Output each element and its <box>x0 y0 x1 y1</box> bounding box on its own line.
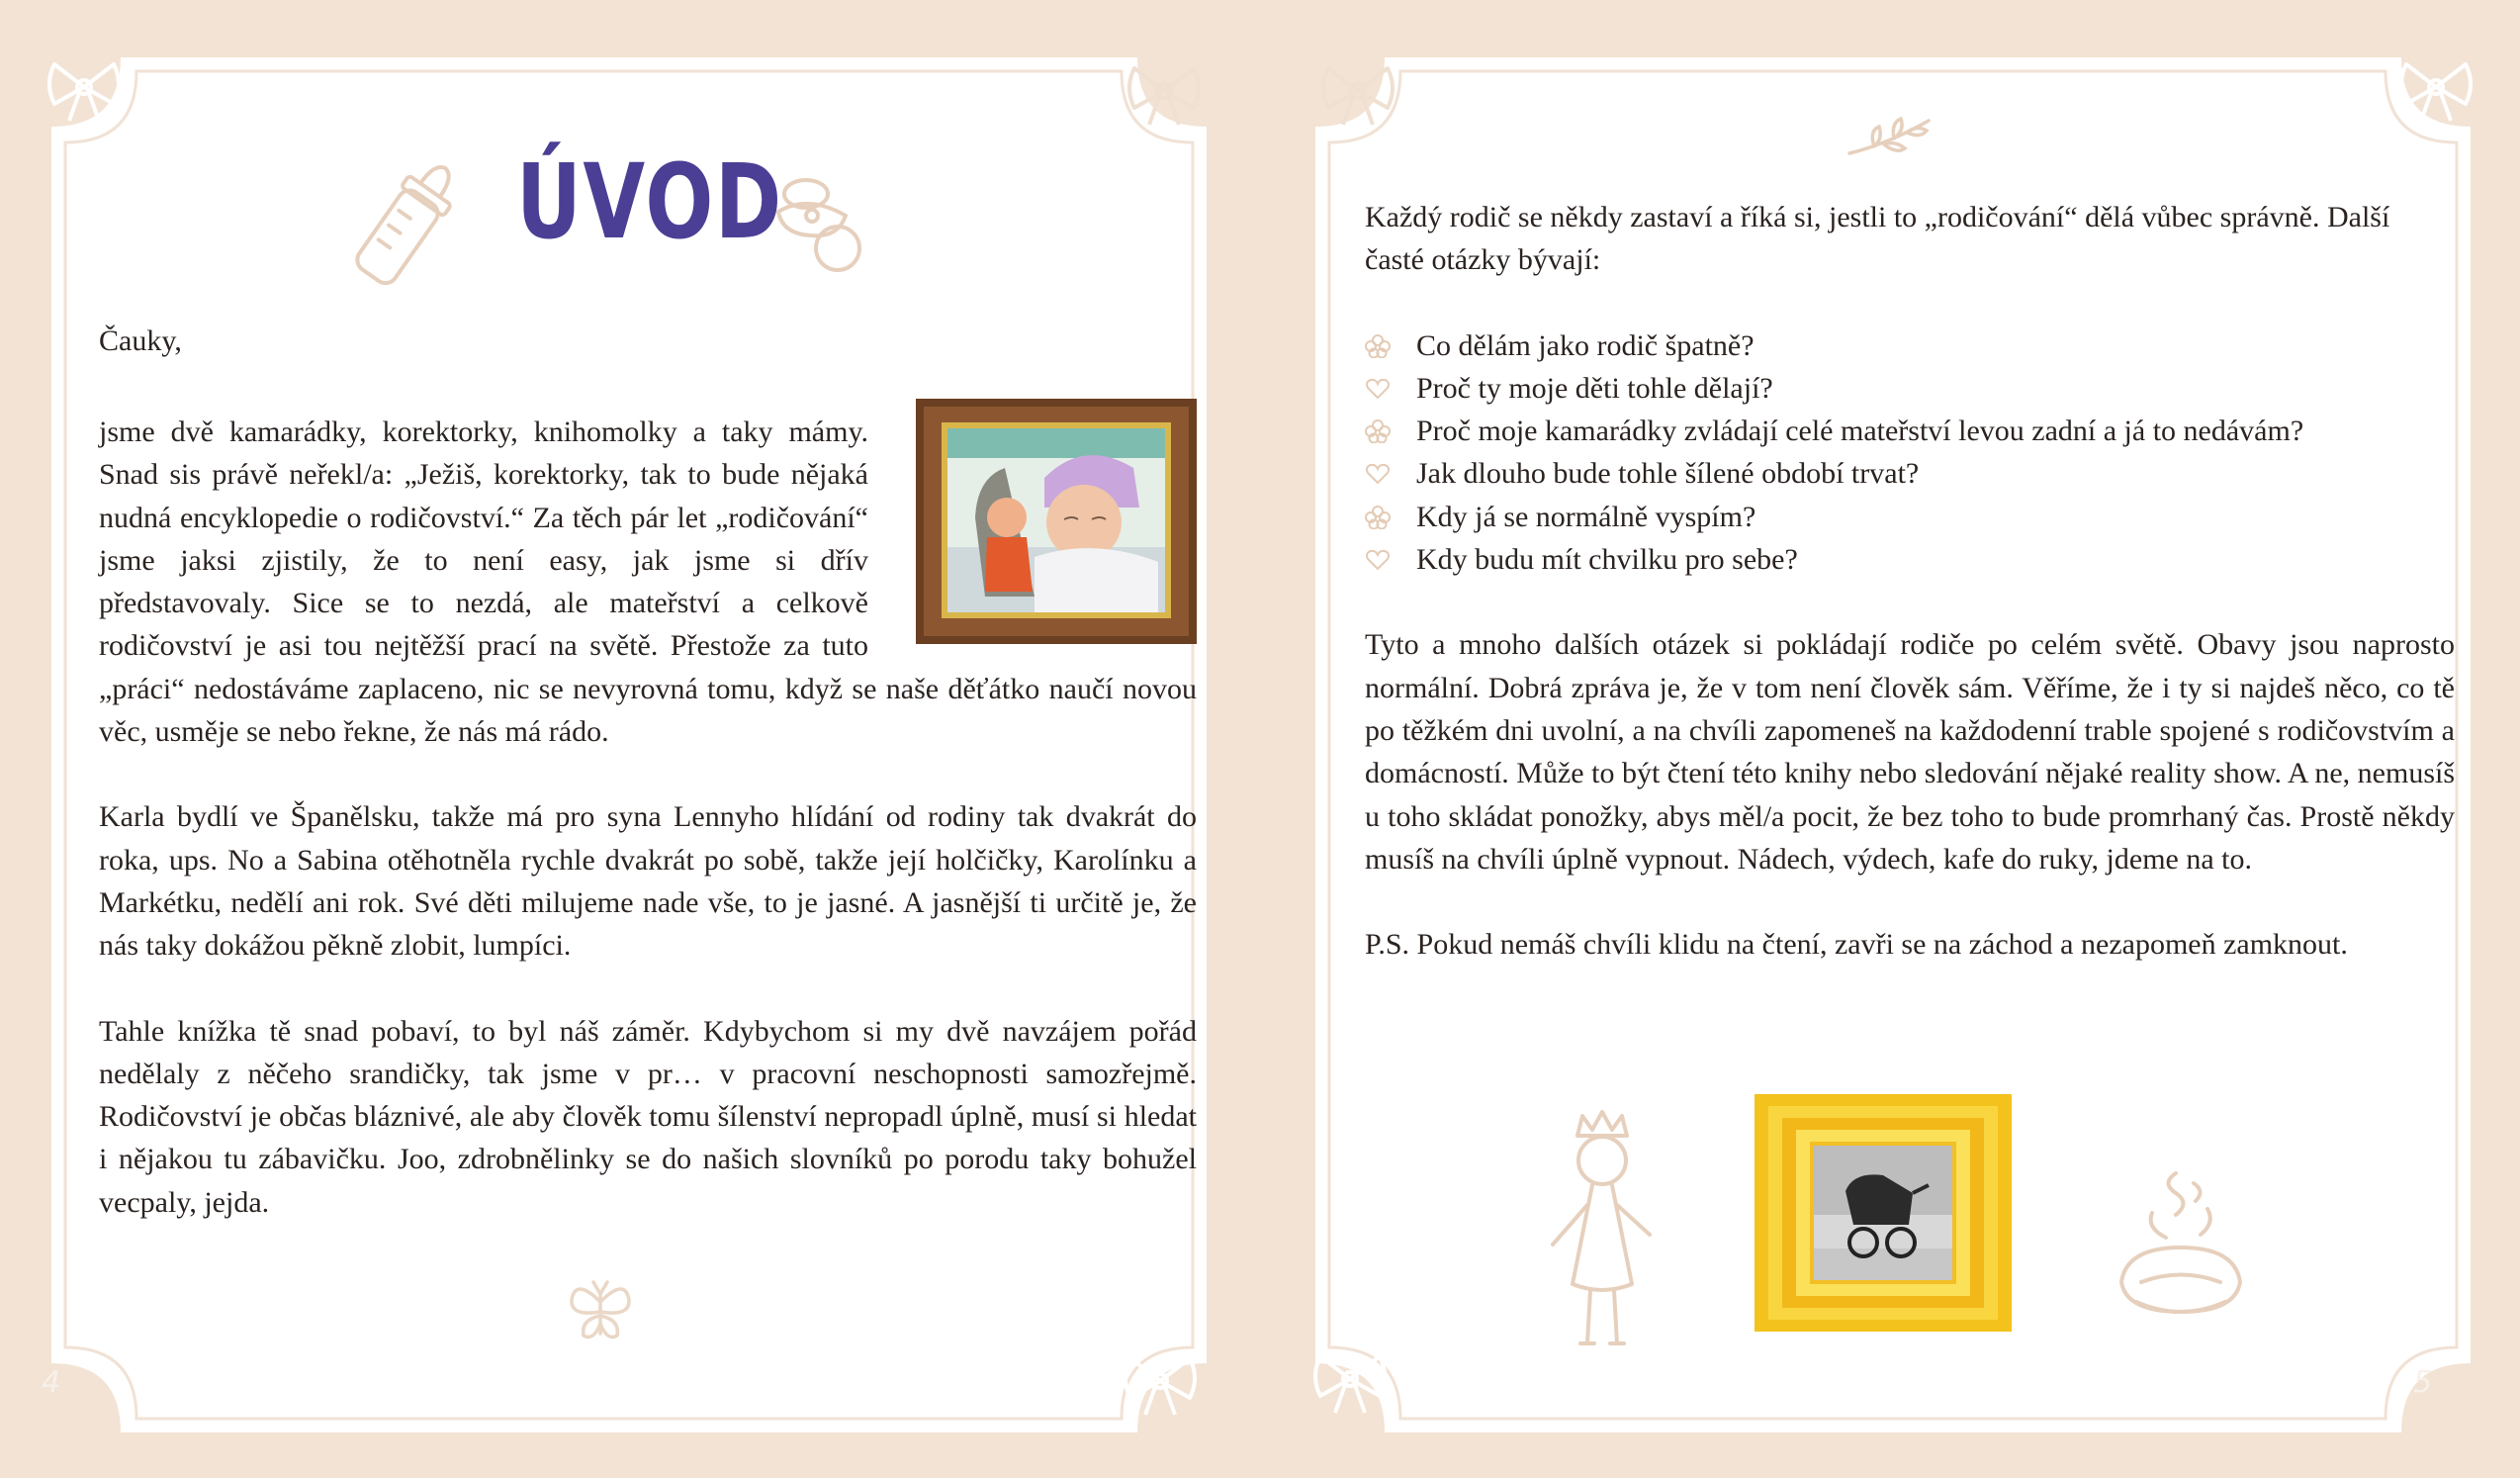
question-text: Kdy budu mít chvilku pro sebe? <box>1416 543 1798 577</box>
butterfly-icon <box>566 1272 635 1351</box>
question-list <box>1365 324 2455 582</box>
page-number: 4 <box>42 1365 61 1400</box>
right-body <box>1365 196 2455 1008</box>
heart-icon <box>1365 462 1391 486</box>
list-item <box>1365 367 2455 410</box>
list-item <box>1365 324 2455 367</box>
bow-icon <box>1305 1341 1395 1421</box>
flower-icon <box>1365 334 1391 358</box>
question-text: Proč ty moje děti tohle dělají? <box>1416 371 1773 405</box>
paragraph: Tyto a mnoho dalších otázek si pokládají rodiče po celém světě. Obavy jsou naprosto normální. Dobrá zpráva je, že v tom není člověk sám. Věříme, že i ty si najdeš něco, co tě po těžkém dni uvolní, a na chvíli zapomeneš na každodenní trable spojené s rodičovstvím a domácností. Může to být čtení této knihy nebo sledování nějaké reality show. A ne, nemusíš u toho skládat ponožky, abys měl/a pocit, že bez toho to bude promrhaný čas. Prostě někdy musíš na chvíli úplně vypnout. Nádech, výdech, kafe do ruky, jdeme na to. <box>1365 628 2456 876</box>
bow-icon <box>1120 53 1209 133</box>
paragraph: P.S. Pokud nemáš chvíli klidu na čtení, zavři se na záchod a nezapomeň zamknout. <box>1365 928 2348 962</box>
bow-icon <box>2391 49 2480 129</box>
page-number: 5 <box>2413 1365 2433 1400</box>
heart-icon <box>1365 548 1391 572</box>
question-text: Jak dlouho bude tohle šílené období trvat? <box>1416 457 1920 491</box>
flower-icon <box>1365 506 1391 529</box>
page-title: ÚVOD <box>516 141 783 262</box>
left-page <box>42 57 1207 1432</box>
question-text: Kdy já se normálně vyspím? <box>1416 500 1756 533</box>
paragraph: jsme dvě kamarádky, korektorky, knihomolky a taky mámy. Snad sis právě neřekl/a: „Ježiš, korektorky, tak to bude nějaká nudná encyklopedie o rodičovství.“ Za těch pár let „rodičování“ jsme jaksi zjistily, že to není easy, jak jsme si dřív představovaly. Sice se to nezdá, ale mateřství a celkově rodičovství je asi tou nejtěžší prací na světě. Přestože za tuto „práci“ nedostáváme zaplaceno, nic se nevyrovná tomu, když se naše děťátko naučí novou věc, usměje se nebo řekne, že nás má rádo. <box>99 416 1197 749</box>
doll-icon <box>1543 1106 1662 1373</box>
list-item <box>1365 452 2455 495</box>
sprig-icon <box>1840 109 1938 168</box>
list-item <box>1365 538 2455 581</box>
bow-icon <box>1116 1343 1205 1423</box>
baby-bottle-icon <box>348 148 467 297</box>
list-item <box>1365 410 2455 452</box>
bow-icon <box>40 49 129 129</box>
flower-icon <box>1365 419 1391 443</box>
question-text: Proč moje kamarádky zvládají celé mateřství levou zadní a já to nedávám? <box>1416 415 2304 448</box>
bow-icon <box>1313 53 1402 133</box>
intro-paragraph: Každý rodič se někdy zastaví a říká si, jestli to „rodičování“ dělá vůbec správně. Další časté otázky bývají: <box>1365 201 2390 277</box>
question-text: Co dělám jako rodič špatně? <box>1416 328 1755 362</box>
paragraph: Karla bydlí ve Španělsku, takže má pro syna Lennyho hlídání od rodiny tak dvakrát do roka, ups. No a Sabina otěhotněla rychle dvakrát po sobě, takže její holčičky, Karolínku a Markétku, nedělí ani rok. Své děti milujeme nade vše, to je jasné. A jasnější ti určitě je, že nás taky dokážou pěkně zlobit, lumpíci. <box>99 800 1197 963</box>
right-page <box>1315 57 2471 1432</box>
framed-pram-picture <box>1755 1094 2012 1332</box>
paragraph: Tahle knížka tě snad pobaví, to byl náš záměr. Kdybychom si my dvě navzájem pořád nedělaly z něčeho srandičky, tak jsme v pr… v pracovní neschopnosti samozřejmě. Rodičovství je občas bláznivé, ale aby člověk tomu šílenství nepropadl úplně, musí si hledat i nějakou tu zábavičku. Joo, zdrobnělinky se do našich slovníků po porodu taky bohužel vecpaly, jejda. <box>99 1014 1197 1219</box>
heart-icon <box>1365 377 1391 401</box>
list-item <box>1365 496 2455 538</box>
left-body <box>99 411 1197 1266</box>
framed-baby-photo <box>916 399 1197 644</box>
potty-icon <box>2107 1144 2255 1341</box>
greeting: Čauky, <box>99 324 182 357</box>
